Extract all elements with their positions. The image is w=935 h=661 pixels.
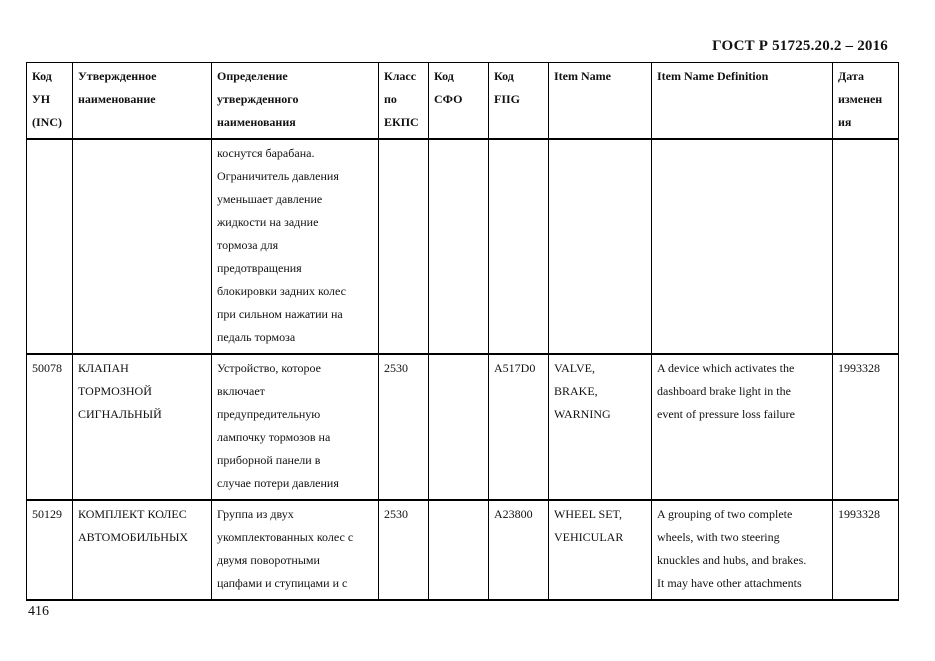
column-header-line: Код [32,69,52,83]
cell-change-date [833,354,899,500]
column-header-line: утвержденного [217,92,299,106]
cell-item-name [549,354,652,500]
cell-line: A grouping of two complete [657,507,793,521]
column-header-line: Определение [217,69,288,83]
column-header-line: УН [32,92,51,106]
cell-line: VALVE, [554,361,596,375]
column-header-line: СФО [434,92,463,106]
cell-code-fiig [489,139,549,354]
page-number: 416 [28,604,49,619]
cell-code-un [27,139,73,354]
cell-line: VEHICULAR [554,530,624,544]
cell-line: коснутся барабана. [217,146,315,160]
column-header-line: (INC) [32,115,62,129]
table-body [27,139,899,600]
table-row [27,354,899,500]
item-registry-table [26,62,899,601]
table-row [27,500,899,600]
column-header-line: Код [494,69,514,83]
cell-line: 1993328 [838,361,880,375]
cell-code-un [27,354,73,500]
cell-class-ekps [379,354,429,500]
column-header-line: изменен [838,92,883,106]
column-header-line: Дата [838,69,864,83]
cell-line: блокировки задних колес [217,284,346,298]
cell-line: dashboard brake light in the [657,384,791,398]
cell-line: Устройство, которое [217,361,321,375]
cell-line: ТОРМОЗНОЙ [78,384,152,398]
column-header-change-date [833,63,899,140]
cell-line: BRAKE, [554,384,598,398]
cell-line: укомплектованных колес с [217,530,354,544]
column-header-class-ekps [379,63,429,140]
cell-line: Ограничитель давления [217,169,339,183]
cell-change-date [833,139,899,354]
cell-line: It may have other attachments [657,576,802,590]
column-header-approved-name [73,63,212,140]
table-row [27,139,899,354]
column-header-line: ЕКПС [384,115,419,129]
cell-line: жидкости на задние [217,215,319,229]
cell-definition-ru [212,139,379,354]
column-header-line: Утвержденное [78,69,157,83]
cell-line: предотвращения [217,261,302,275]
cell-line: knuckles and hubs, and brakes. [657,553,807,567]
column-header-line: Класс [384,69,417,83]
column-header-line: Item Name Definition [657,69,769,83]
cell-line: включает [217,384,265,398]
cell-line: лампочку тормозов на [217,430,331,444]
cell-line: Группа из двух [217,507,294,521]
column-header-line: по [384,92,397,106]
cell-line: event of pressure loss failure [657,407,795,421]
cell-line: предупредительную [217,407,321,421]
cell-line: цапфами и ступицами и с [217,576,348,590]
cell-line: тормоза для [217,238,279,252]
cell-line: 50078 [32,361,62,375]
cell-code-sfo [429,139,489,354]
cell-code-fiig [489,500,549,600]
cell-line: 2530 [384,507,408,521]
cell-item-name-definition [652,139,833,354]
column-header-definition-ru [212,63,379,140]
cell-code-un [27,500,73,600]
cell-line: двумя поворотными [217,553,320,567]
cell-definition-ru [212,500,379,600]
column-header-code-sfo [429,63,489,140]
cell-line: случае потери давления [217,476,339,490]
document-title: ГОСТ Р 51725.20.2 – 2016 [712,38,888,54]
cell-code-sfo [429,500,489,600]
cell-line: A23800 [494,507,533,521]
cell-class-ekps [379,139,429,354]
cell-line: A device which activates the [657,361,795,375]
cell-item-name-definition [652,500,833,600]
column-header-line: Item Name [554,69,611,83]
cell-line: КЛАПАН [78,361,129,375]
cell-line: 2530 [384,361,408,375]
cell-line: уменьшает давление [217,192,323,206]
cell-change-date [833,500,899,600]
table-header [27,63,899,140]
cell-class-ekps [379,500,429,600]
cell-approved-name [73,500,212,600]
cell-line: при сильном нажатии на [217,307,343,321]
cell-line: педаль тормоза [217,330,296,344]
column-header-line: FIIG [494,92,521,106]
cell-code-sfo [429,354,489,500]
cell-line: приборной панели в [217,453,321,467]
cell-definition-ru [212,354,379,500]
cell-line: A517D0 [494,361,536,375]
cell-approved-name [73,354,212,500]
column-header-code-un [27,63,73,140]
cell-line: АВТОМОБИЛЬНЫХ [78,530,189,544]
cell-item-name [549,500,652,600]
column-header-line: Код [434,69,454,83]
column-header-item-name [549,63,652,140]
column-header-code-fiig [489,63,549,140]
column-header-line: ия [838,115,852,129]
cell-code-fiig [489,354,549,500]
column-header-line: наименование [78,92,156,106]
header-row [27,63,899,140]
cell-line: СИГНАЛЬНЫЙ [78,407,162,421]
column-header-line: наименования [217,115,296,129]
cell-line: wheels, with two steering [657,530,780,544]
cell-line: 50129 [32,507,62,521]
cell-item-name [549,139,652,354]
cell-line: WHEEL SET, [554,507,622,521]
cell-line: 1993328 [838,507,880,521]
cell-line: КОМПЛЕКТ КОЛЕС [78,507,187,521]
cell-item-name-definition [652,354,833,500]
column-header-item-name-definition [652,63,833,140]
cell-approved-name [73,139,212,354]
cell-line: WARNING [554,407,611,421]
